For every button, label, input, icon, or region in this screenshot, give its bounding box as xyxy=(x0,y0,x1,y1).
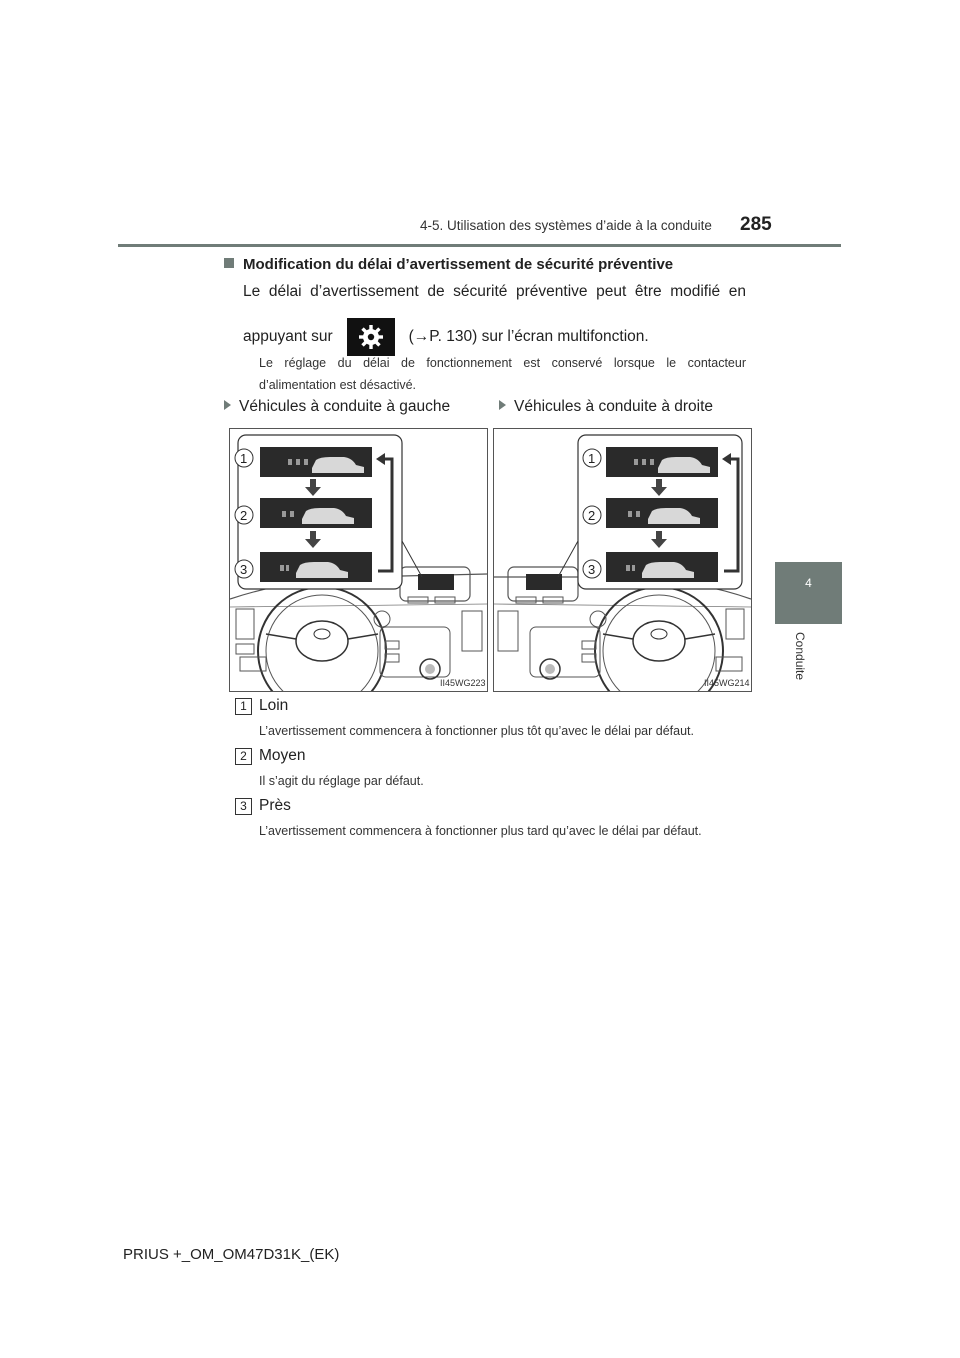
svg-text:1: 1 xyxy=(240,451,248,466)
paragraph-before-icon: appuyant sur xyxy=(243,328,333,346)
chapter-tab-label-wrap xyxy=(793,632,809,732)
paragraph-line-1: Le délai d’avertissement de sécurité préventive peut être modifié en xyxy=(243,283,746,300)
chapter-tab-label: Conduite xyxy=(793,632,807,681)
dashboard-illustration-right xyxy=(494,429,751,691)
chapter-tab xyxy=(775,562,842,624)
figure-code-right: II45WG214 xyxy=(704,678,750,688)
item-description: Il s’agit du réglage par défaut. xyxy=(259,774,424,788)
footer-document-code: PRIUS +_OM_OM47D31K_(EK) xyxy=(123,1246,340,1263)
item-number: 3 xyxy=(235,798,252,815)
triangle-bullet-icon xyxy=(224,400,231,410)
item-number: 1 xyxy=(235,698,252,715)
paragraph-line-2 xyxy=(243,318,649,356)
item-number: 2 xyxy=(235,748,252,765)
item-description: L’avertissement commencera à fonctionner plus tôt qu’avec le délai par défaut. xyxy=(259,724,694,738)
variant-left-label: Véhicules à conduite à gauche xyxy=(239,398,451,415)
paragraph-after-icon: (→P. 130) sur l’écran multifonction. xyxy=(408,328,649,346)
item-label: Près xyxy=(259,797,291,814)
header-section-title: 4-5. Utilisation des systèmes d’aide à la conduite xyxy=(420,218,712,233)
chapter-tab-number: 4 xyxy=(805,576,812,590)
dashboard-illustration-left xyxy=(230,429,487,691)
figure-left-drive xyxy=(229,428,488,692)
figure-right-drive xyxy=(493,428,752,692)
item-label: Moyen xyxy=(259,747,306,764)
variant-left-drive xyxy=(224,398,450,416)
svg-text:3: 3 xyxy=(588,562,596,577)
svg-text:2: 2 xyxy=(588,508,596,523)
figure-code-left: II45WG223 xyxy=(440,678,486,688)
gear-icon xyxy=(347,318,395,356)
section-heading xyxy=(224,256,673,273)
svg-text:3: 3 xyxy=(240,562,248,577)
triangle-bullet-icon xyxy=(499,400,506,410)
variant-right-drive xyxy=(499,398,713,416)
section-heading-text: Modification du délai d’avertissement de sécurité préventive xyxy=(243,256,674,273)
item-description: L’avertissement commencera à fonctionner plus tard qu’avec le délai par défaut. xyxy=(259,824,702,838)
note-text: Le réglage du délai de fonctionnement est conservé lorsque le contacteur d’alimentation est désactivé. xyxy=(259,356,746,392)
square-bullet-icon xyxy=(224,258,234,268)
variant-right-label: Véhicules à conduite à droite xyxy=(514,398,714,415)
page-number: 285 xyxy=(740,214,772,235)
svg-text:1: 1 xyxy=(588,451,596,466)
item-label: Loin xyxy=(259,697,289,714)
svg-text:2: 2 xyxy=(240,508,248,523)
header-rule xyxy=(118,244,841,247)
